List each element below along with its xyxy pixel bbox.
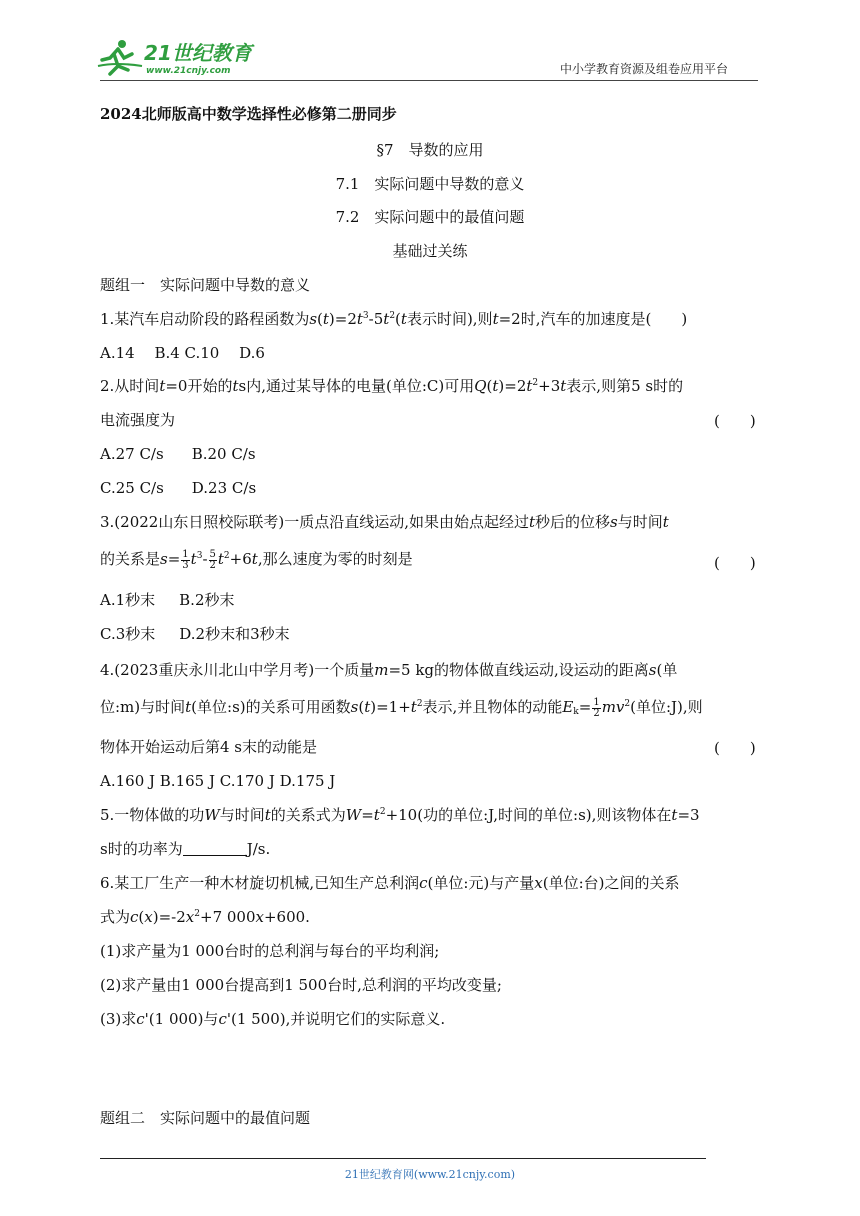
fraction: $\frac{1}{3}$ <box>182 548 189 571</box>
runner-icon <box>98 40 142 74</box>
group-heading-1: 题组一 实际问题中导数的意义 <box>100 276 311 294</box>
fraction: $\frac{5}{2}$ <box>209 548 216 571</box>
answer-paren: ( ) <box>714 412 756 430</box>
footer-divider <box>100 1158 706 1159</box>
fraction: $\frac{1}{2}$ <box>593 696 600 719</box>
answer-paren: ( ) <box>714 554 756 572</box>
doc-title: 2024北师版高中数学选择性必修第二册同步 <box>100 105 397 123</box>
practice-heading: 基础过关练 <box>392 242 468 260</box>
subsection-title-1: 7.1 实际问题中导数的意义 <box>335 175 525 193</box>
question-6-stem: 6.某工厂生产一种木材旋切机械,已知生产总利润c(单位:元)与产量x(单位:台)之间的关系 <box>100 874 680 892</box>
question-3-options-row1: A.1秒末 B.2秒末 <box>100 591 235 609</box>
fill-in-blank[interactable] <box>183 841 247 856</box>
question-4-options: A.160 J B.165 J C.170 J D.175 J <box>100 772 336 790</box>
platform-name: 中小学教育资源及组卷应用平台 <box>560 62 729 76</box>
logo-url: www.21cnjy.com <box>146 66 231 76</box>
question-1-stem: 1.某汽车启动阶段的路程函数为$s(t)=2t^3-5t^2(t$表示时间),则t=2时,汽车的加速度是( ) <box>100 310 688 328</box>
question-2-options-row2: C.25 C/s D.23 C/s <box>100 479 257 497</box>
group-heading-2: 题组二 实际问题中的最值问题 <box>100 1109 311 1127</box>
question-2-options-row1: A.27 C/s B.20 C/s <box>100 445 256 463</box>
question-2-stem: 2.从时间t=0开始的ts内,通过某导体的电量(单位:C)可用$Q(t)=2t^2+3t$表示,则第5 s时的 <box>100 377 684 395</box>
question-3-options-row2: C.3秒末 D.2秒末和3秒末 <box>100 625 290 643</box>
question-4-stem-line3: 物体开始运动后第4 s末的动能是 <box>100 738 318 756</box>
question-2-stem-line2: 电流强度为 <box>100 411 176 429</box>
logo-text: 21世纪教育 <box>144 41 252 65</box>
question-6-part-1: (1)求产量为1 000台时的总利润与每台的平均利润; <box>100 942 440 960</box>
question-6-stem-line2: 式为$c(x)=-2x^2+7$ 000x+600. <box>100 908 310 926</box>
question-5-stem: 5.一物体做的功W与时间t的关系式为$W=t^2+10$(功的单位:J,时间的单位:s),则该物体在t=3 <box>100 806 700 824</box>
section-title: §7 导数的应用 <box>376 141 484 159</box>
question-6-part-2: (2)求产量由1 000台提高到1 500台时,总利润的平均改变量; <box>100 976 502 994</box>
question-4-stem: 4.(2023重庆永川北山中学月考)一个质量m=5 kg的物体做直线运动,设运动的距离s(单 <box>100 661 678 679</box>
site-logo <box>96 36 266 80</box>
footer-link[interactable]: 21世纪教育网(www.21cnjy.com) <box>344 1168 516 1181</box>
subsection-title-2: 7.2 实际问题中的最值问题 <box>335 208 525 226</box>
question-3-stem-line2: 的关系是s= $\frac{1}{3}$ $t^3-$ $\frac{5}{2}$ $t^2+6t$,那么速度为零的时刻是 <box>100 548 413 571</box>
answer-paren: ( ) <box>714 739 756 757</box>
question-3-stem: 3.(2022山东日照校际联考)一质点沿直线运动,如果由始点起经过t秒后的位移s与时间t <box>100 513 669 531</box>
question-4-stem-line2: 位:m)与时间t(单位:s)的关系可用函数$s(t)=1+t^2$表示,并且物体的动能$E_k=$ $\frac{1}{2}$ $mv^2$(单位:J),则 <box>100 696 703 719</box>
question-1-options: A.14 B.4 C.10 D.6 <box>100 344 265 362</box>
header-divider <box>100 80 758 81</box>
question-6-part-3: (3)求c'(1 000)与c'(1 500),并说明它们的实际意义. <box>100 1010 446 1028</box>
question-5-stem-line2: s时的功率为 J/s. <box>100 840 271 858</box>
